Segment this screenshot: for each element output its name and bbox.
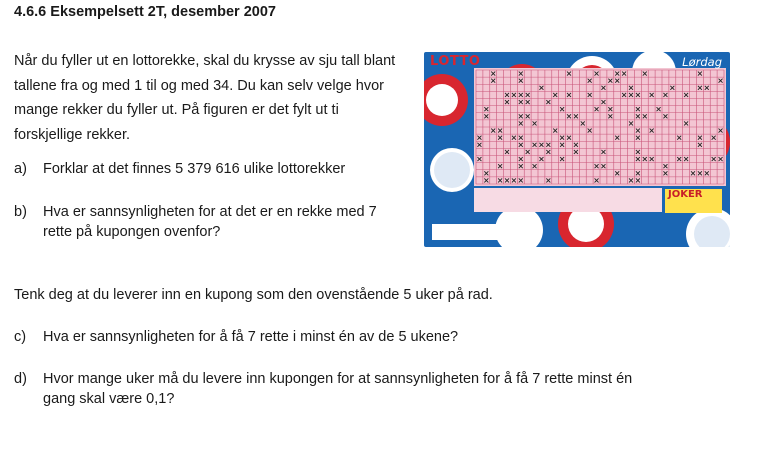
lotto-coupon-image [424, 52, 730, 247]
task-c-text: Hva er sannsynligheten for å få 7 rette i minst én av de 5 ukene? [43, 329, 459, 345]
lotto-logo: LOTTO [430, 54, 481, 69]
task-a-letter: a) [14, 161, 27, 177]
task-b-line2: rette på kupongen ovenfor? [43, 224, 221, 240]
barcode-image [432, 224, 527, 240]
section-title: 4.6.6 Eksempelsett 2T, desember 2007 [14, 4, 276, 20]
task-c-letter: c) [14, 329, 27, 345]
task-d-line2: gang skal være 0,1? [43, 391, 175, 407]
task-a-text: Forklar at det finnes 5 379 616 ulike lottorekker [43, 161, 346, 177]
task-d-letter: d) [14, 371, 27, 387]
task-b-line1: Hva er sannsynligheten for at det er en rekke med 7 [43, 204, 377, 220]
task-b-letter: b) [14, 204, 27, 220]
joker-logo: JOKER [665, 189, 722, 213]
lotto-coupon-artwork [424, 52, 730, 247]
intro-paragraph: Når du fyller ut en lottorekke, skal du krysse av sju tall blant tallene fra og med 1 til og med 34. Du kan selv velge hvor mange rekker du fyller ut. På figuren er det fylt ut ti forskjellige rekker. [14, 53, 396, 143]
scenario-paragraph: Tenk deg at du leverer inn en kupong som den ovenstående 5 uker på rad. [14, 287, 493, 303]
task-d-line1: Hvor mange uker må du levere inn kupongen for at sannsynligheten for å få 7 rette minst én [43, 371, 633, 387]
lotto-day-label: Lørdag [682, 55, 722, 69]
